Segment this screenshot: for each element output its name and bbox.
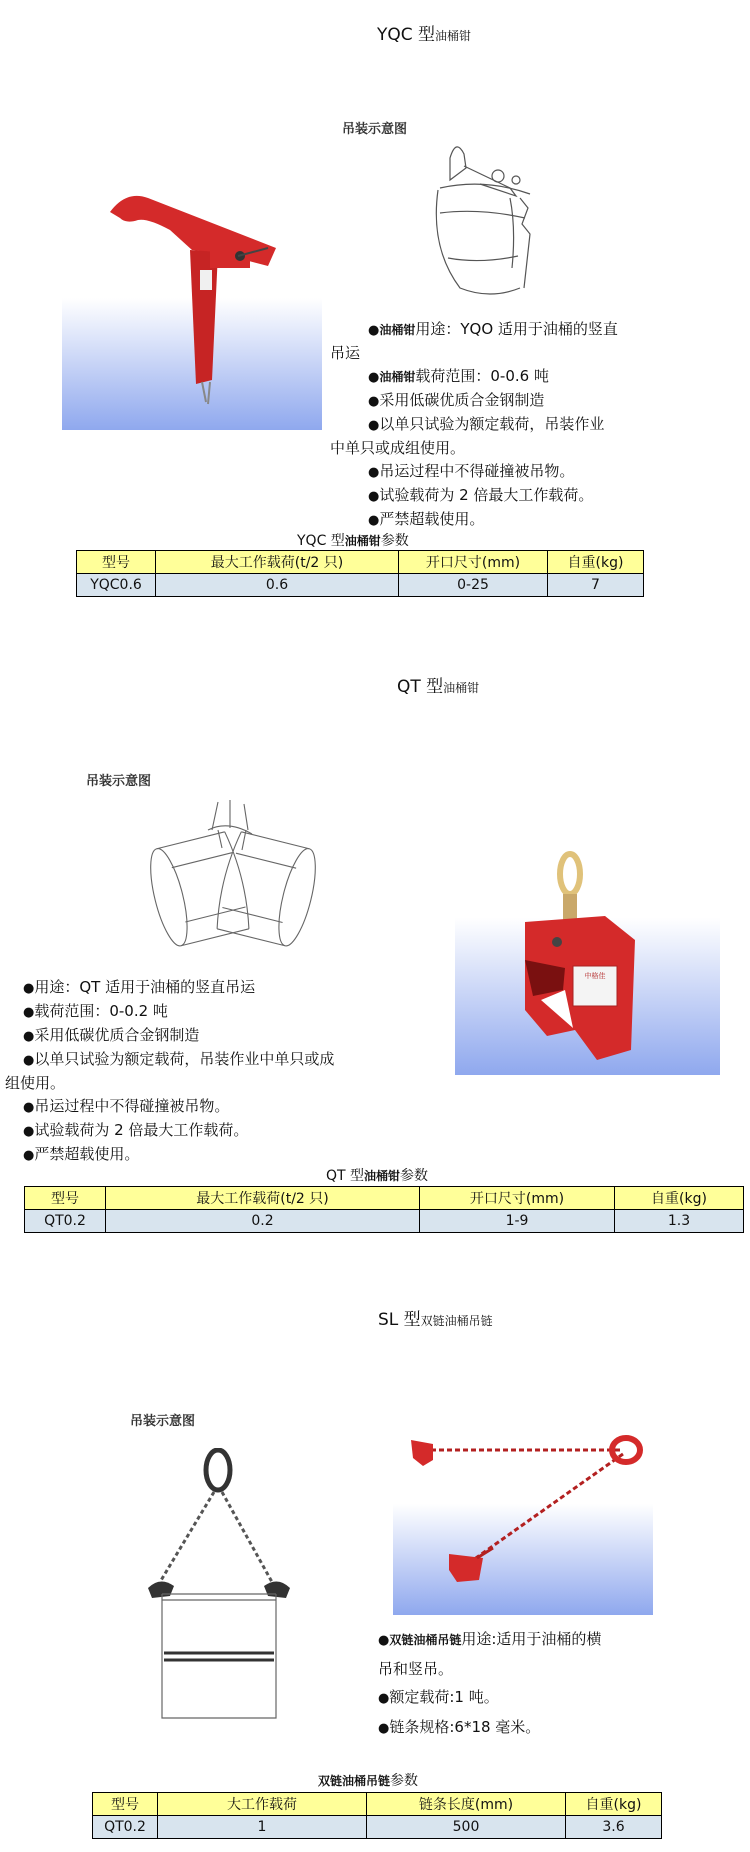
cell-max-load: 0.2 bbox=[106, 1210, 420, 1233]
header-load: 大工作载荷 bbox=[158, 1793, 367, 1816]
cell-chain-length: 500 bbox=[367, 1816, 566, 1839]
sec1-title-sub: 油桶钳 bbox=[435, 29, 472, 43]
header-model: 型号 bbox=[93, 1793, 158, 1816]
header-weight: 自重(kg) bbox=[615, 1187, 744, 1210]
sec3-bullet-list bbox=[378, 1625, 601, 1743]
sec3-title-main: SL 型 bbox=[378, 1310, 421, 1330]
sec1-spec-table bbox=[76, 550, 644, 597]
sec2-bullet-2: ●载荷范围：0-0.2 吨 bbox=[23, 1002, 168, 1020]
sec2-bullet-4-cont: 组使用。 bbox=[5, 1074, 66, 1092]
qt-product-photo bbox=[455, 850, 720, 1075]
sec1-bullet-3: ●采用低碳优质合金钢制造 bbox=[368, 391, 545, 409]
sec2-bullet-6: ●试验载荷为 2 倍最大工作载荷。 bbox=[23, 1121, 249, 1139]
header-weight: 自重(kg) bbox=[548, 551, 644, 574]
sec1-bullet-list bbox=[330, 318, 618, 532]
sec1-bullet-6: ●试验载荷为 2 倍最大工作载荷。 bbox=[368, 486, 594, 504]
sec1-diagram-caption: 吊装示意图 bbox=[342, 122, 408, 137]
qt-nameplate-text: 中格佳 bbox=[584, 972, 606, 980]
header-model: 型号 bbox=[77, 551, 156, 574]
sec3-bullet-2: ●额定载荷:1 吨。 bbox=[378, 1688, 499, 1706]
sec3-bullet-3: ●链条规格:6*18 毫米。 bbox=[378, 1718, 541, 1736]
sec2-table-caption: QT 型油桶钳参数 bbox=[326, 1168, 429, 1184]
sec1-bullet-7: ●严禁超载使用。 bbox=[368, 510, 485, 528]
header-max-load: 最大工作载荷(t/2 只) bbox=[106, 1187, 420, 1210]
header-chain-length: 链条长度(mm) bbox=[367, 1793, 566, 1816]
table-header-row bbox=[93, 1793, 662, 1816]
sec3-diagram-caption: 吊装示意图 bbox=[130, 1414, 196, 1429]
table-row bbox=[93, 1816, 662, 1839]
sec2-bullet-3: ●采用低碳优质合金钢制造 bbox=[23, 1026, 200, 1044]
sec3-title bbox=[378, 1305, 493, 1330]
sec2-diagram-caption: 吊装示意图 bbox=[86, 774, 152, 789]
sec2-title bbox=[397, 672, 479, 697]
sec2-spec-table bbox=[24, 1186, 744, 1233]
cell-max-load: 0.6 bbox=[156, 574, 399, 597]
sec1-bullet-4: ●以单只试验为额定载荷，吊装作业 bbox=[368, 415, 605, 433]
sec3-title-sub: 双链油桶吊链 bbox=[420, 1314, 493, 1328]
yqc-product-photo bbox=[62, 190, 322, 430]
cell-weight: 3.6 bbox=[566, 1816, 662, 1839]
header-max-load: 最大工作载荷(t/2 只) bbox=[156, 551, 399, 574]
sec2-title-main: QT 型 bbox=[397, 677, 444, 697]
sec3-bullet-1: ●双链油桶吊链用途:适用于油桶的横 bbox=[378, 1630, 602, 1648]
header-opening: 开口尺寸(mm) bbox=[399, 551, 548, 574]
sl-product-photo bbox=[393, 1430, 653, 1615]
sec2-bullet-1: ●用途：QT 适用于油桶的竖直吊运 bbox=[23, 978, 256, 996]
sl-lifting-diagram bbox=[140, 1448, 300, 1728]
sec1-title-main: YQC 型 bbox=[377, 25, 436, 45]
cell-model: QT0.2 bbox=[93, 1816, 158, 1839]
sec1-bullet-4-cont: 中单只或成组使用。 bbox=[330, 439, 466, 457]
header-opening: 开口尺寸(mm) bbox=[420, 1187, 615, 1210]
sec3-table-caption: 双链油桶吊链参数 bbox=[318, 1773, 419, 1789]
sec1-bullet-1-cont: 吊运 bbox=[330, 344, 361, 362]
cell-weight: 7 bbox=[548, 574, 644, 597]
header-weight: 自重(kg) bbox=[566, 1793, 662, 1816]
sec3-spec-table bbox=[92, 1792, 662, 1839]
table-header-row bbox=[25, 1187, 744, 1210]
header-model: 型号 bbox=[25, 1187, 106, 1210]
sec2-bullet-5: ●吊运过程中不得碰撞被吊物。 bbox=[23, 1097, 230, 1115]
sec1-table-caption: YQC 型油桶钳参数 bbox=[297, 533, 409, 549]
sec2-title-sub: 油桶钳 bbox=[443, 681, 480, 695]
table-row bbox=[25, 1210, 744, 1233]
sec2-bullet-list bbox=[5, 976, 334, 1167]
sec2-bullet-7: ●严禁超载使用。 bbox=[23, 1145, 140, 1163]
yqc-lifting-diagram bbox=[420, 138, 550, 308]
table-row bbox=[77, 574, 644, 597]
qt-lifting-diagram bbox=[148, 800, 318, 960]
cell-load: 1 bbox=[158, 1816, 367, 1839]
sec1-title bbox=[377, 20, 471, 45]
cell-opening: 1-9 bbox=[420, 1210, 615, 1233]
sec2-bullet-4: ●以单只试验为额定载荷，吊装作业中单只或成 bbox=[23, 1050, 335, 1068]
sec1-bullet-2: ●油桶钳载荷范围：0-0.6 吨 bbox=[368, 367, 549, 385]
cell-model: QT0.2 bbox=[25, 1210, 106, 1233]
sec1-bullet-5: ●吊运过程中不得碰撞被吊物。 bbox=[368, 462, 575, 480]
cell-weight: 1.3 bbox=[615, 1210, 744, 1233]
cell-opening: 0-25 bbox=[399, 574, 548, 597]
cell-model: YQC0.6 bbox=[77, 574, 156, 597]
table-header-row bbox=[77, 551, 644, 574]
sec3-bullet-1-cont: 吊和竖吊。 bbox=[378, 1660, 454, 1678]
sec1-bullet-1: ●油桶钳用途：YQO 适用于油桶的竖直 bbox=[368, 320, 618, 338]
